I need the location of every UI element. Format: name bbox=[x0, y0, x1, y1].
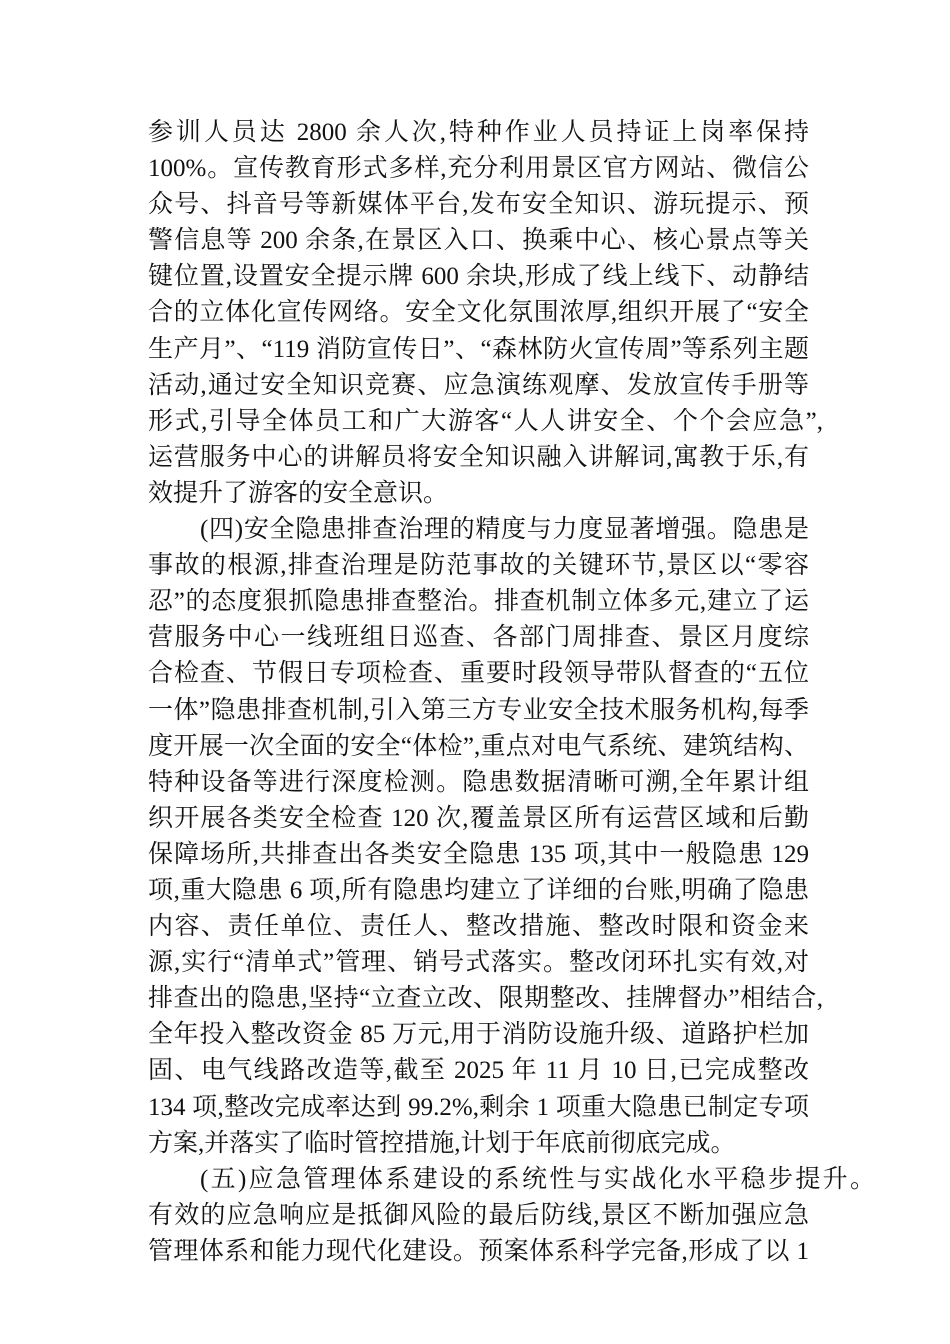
text-line: 生产月”、“119 消防宣传日”、“森林防火宣传周”等系列主题 bbox=[148, 335, 809, 363]
text-line: (四)安全隐患排查治理的精度与力度显著增强。隐患是 bbox=[200, 516, 809, 544]
text-line: 134 项,整改完成率达到 99.2%,剩余 1 项重大隐患已制定专项 bbox=[148, 1093, 809, 1121]
text-line: (五)应急管理体系建设的系统性与实战化水平稳步提升。 bbox=[200, 1165, 875, 1193]
text-line: 度开展一次全面的安全“体检”,重点对电气系统、建筑结构、 bbox=[148, 732, 809, 760]
text-line: 效提升了游客的安全意识。 bbox=[148, 479, 449, 507]
text-line: 100%。宣传教育形式多样,充分利用景区官方网站、微信公 bbox=[148, 155, 809, 183]
text-line: 内容、责任单位、责任人、整改措施、整改时限和资金来 bbox=[148, 913, 809, 941]
text-line: 警信息等 200 余条,在景区入口、换乘中心、核心景点等关 bbox=[148, 227, 809, 255]
text-line: 固、电气线路改造等,截至 2025 年 11 月 10 日,已完成整改 bbox=[148, 1057, 809, 1085]
text-line: 合的立体化宣传网络。安全文化氛围浓厚,组织开展了“安全 bbox=[148, 299, 809, 327]
text-line: 有效的应急响应是抵御风险的最后防线,景区不断加强应急 bbox=[148, 1201, 809, 1229]
text-line: 事故的根源,排查治理是防范事故的关键环节,景区以“零容 bbox=[148, 552, 809, 580]
text-line: 方案,并落实了临时管控措施,计划于年底前彻底完成。 bbox=[148, 1129, 736, 1157]
text-line: 排查出的隐患,坚持“立查立改、限期整改、挂牌督办”相结合, bbox=[148, 985, 823, 1013]
text-line: 特种设备等进行深度检测。隐患数据清晰可溯,全年累计组 bbox=[148, 768, 809, 796]
paragraph bbox=[148, 115, 823, 512]
text-line: 全年投入整改资金 85 万元,用于消防设施升级、道路护栏加 bbox=[148, 1021, 809, 1049]
text-line: 忍”的态度狠抓隐患排查整治。排查机制立体多元,建立了运 bbox=[148, 588, 809, 616]
text-line: 活动,通过安全知识竞赛、应急演练观摩、发放宣传手册等 bbox=[148, 371, 809, 399]
text-line: 键位置,设置安全提示牌 600 余块,形成了线上线下、动静结 bbox=[148, 263, 809, 291]
text-line: 营服务中心一线班组日巡查、各部门周排查、景区月度综 bbox=[148, 624, 809, 652]
text-line: 项,重大隐患 6 项,所有隐患均建立了详细的台账,明确了隐患 bbox=[148, 876, 809, 904]
text-line: 一体”隐患排查机制,引入第三方专业安全技术服务机构,每季 bbox=[148, 696, 809, 724]
text-line: 众号、抖音号等新媒体平台,发布安全知识、游玩提示、预 bbox=[148, 191, 809, 219]
text-line: 保障场所,共排查出各类安全隐患 135 项,其中一般隐患 129 bbox=[148, 840, 809, 868]
text-line: 合检查、节假日专项检查、重要时段领导带队督查的“五位 bbox=[148, 660, 809, 688]
text-line: 形式,引导全体员工和广大游客“人人讲安全、个个会应急”, bbox=[148, 407, 823, 435]
paragraph bbox=[148, 512, 823, 1162]
text-line: 源,实行“清单式”管理、销号式落实。整改闭环扎实有效,对 bbox=[148, 949, 809, 977]
text-line: 运营服务中心的讲解员将安全知识融入讲解词,寓教于乐,有 bbox=[148, 443, 809, 471]
document-page bbox=[148, 115, 875, 1270]
paragraph bbox=[148, 1162, 875, 1270]
text-line: 管理体系和能力现代化建设。预案体系科学完备,形成了以 1 bbox=[148, 1237, 809, 1265]
text-line: 织开展各类安全检查 120 次,覆盖景区所有运营区域和后勤 bbox=[148, 804, 809, 832]
text-line: 参训人员达 2800 余人次,特种作业人员持证上岗率保持 bbox=[148, 119, 809, 146]
